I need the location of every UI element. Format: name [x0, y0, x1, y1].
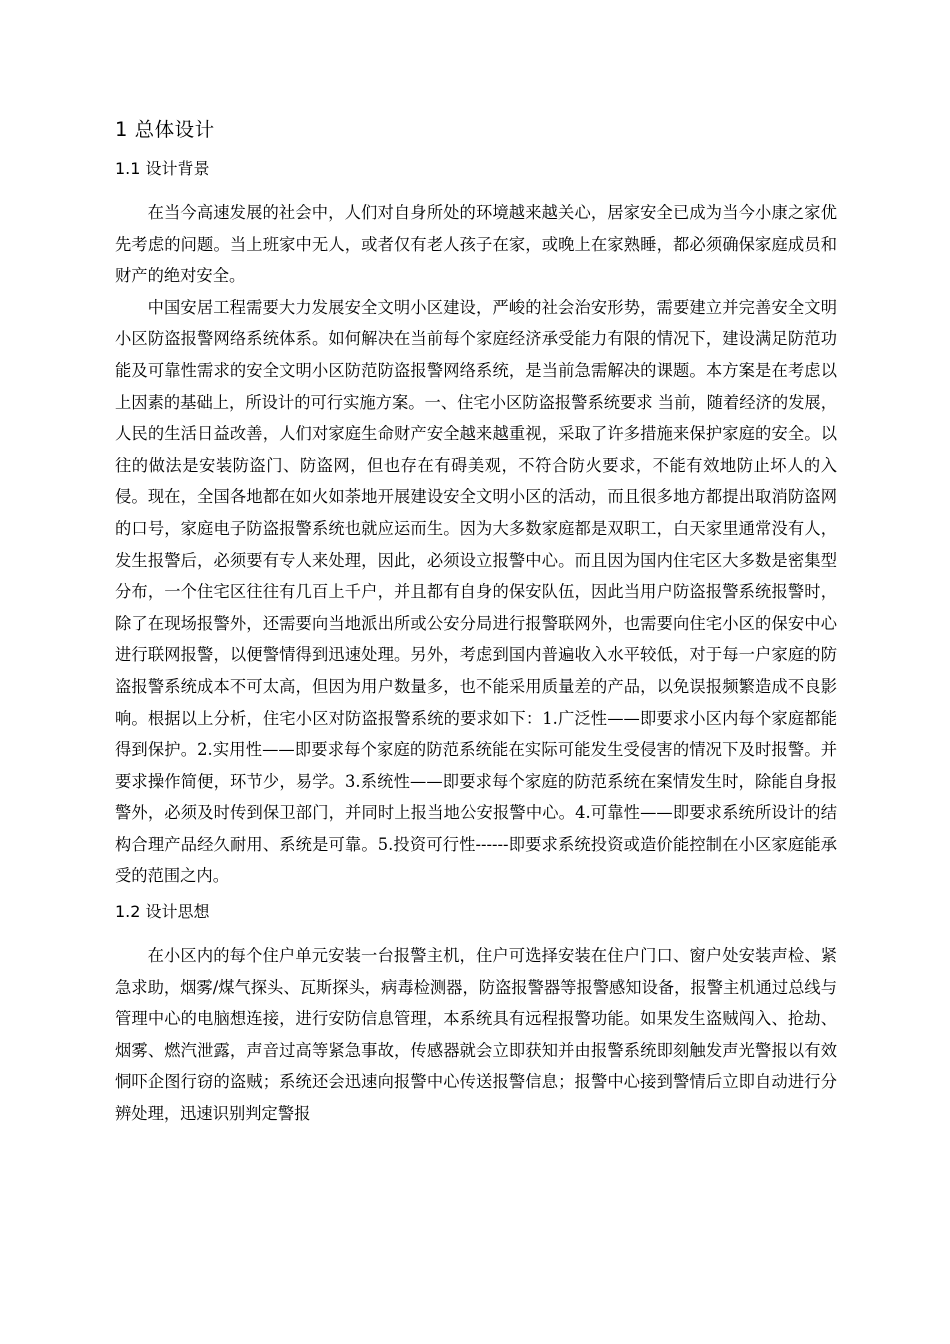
paragraph: 在小区内的每个住户单元安装一台报警主机，住户可选择安装在住户门口、窗户处安装声检、紧急求助，烟雾/煤气探头、瓦斯探头，病毒检测器，防盗报警器等报警感知设备，报警主机通过总线与管理中心的电脑想连接，进行安防信息管理，本系统具有远程报警功能。如果发生盗贼闯入、抢劫、烟雾、燃汽泄露，声音过高等紧急事故，传感器就会立即获知并由报警系统即刻触发声光警报以有效恫吓企图行窃的盗贼；系统还会迅速向报警中心传送报警信息；报警中心接到警情后立即自动进行分辨处理，迅速识别判定警报 — [115, 946, 837, 1124]
section-heading-design-background: 1.1 设计背景 — [115, 159, 210, 178]
document-body — [115, 114, 837, 1130]
paragraph: 在当今高速发展的社会中，人们对自身所处的环境越来越关心，居家安全已成为当今小康之家优先考虑的问题。当上班家中无人，或者仅有老人孩子在家，或晚上在家熟睡，都必须确保家庭成员和财产的绝对安全。 — [115, 203, 837, 286]
chapter-title: 1 总体设计 — [115, 118, 215, 141]
paragraph: 中国安居工程需要大力发展安全文明小区建设，严峻的社会治安形势，需要建立并完善安全文明小区防盗报警网络系统体系。如何解决在当前每个家庭经济承受能力有限的情况下，建设满足防范功能及可靠性需求的安全文明小区防范防盗报警网络系统，是当前急需解决的课题。本方案是在考虑以上因素的基础上，所设计的可行实施方案。一、住宅小区防盗报警系统要求 当前，随着经济的发展，人民的生活日益改善，人们对家庭生命财产安全越来越重视，采取了许多措施来保护家庭的安全。以往的做法是安装防盗门、防盗网，但也存在有碍美观，不符合防火要求，不能有效地防止坏人的入侵。现在，全国各地都在如火如荼地开展建设安全文明小区的活动，而且很多地方都提出取消防盗网的口号，家庭电子防盗报警系统也就应运而生。因为大多数家庭都是双职工，白天家里通常没有人，发生报警后，必须要有专人来处理，因此，必须设立报警中心。而且因为国内住宅区大多数是密集型分布，一个住宅区往往有几百上千户，并且都有自身的保安队伍，因此当用户防盗报警系统报警时，除了在现场报警外，还需要向当地派出所或公安分局进行报警联网外，也需要向住宅小区的保安中心进行联网报警，以便警情得到迅速处理。另外，考虑到国内普遍收入水平较低，对于每一户家庭的防盗报警系统成本不可太高，但因为用户数量多，也不能采用质量差的产品，以免误报频繁造成不良影响。根据以上分析，住宅小区对防盗报警系统的要求如下：1.广泛性——即要求小区内每个家庭都能得到保护。2.实用性——即要求每个家庭的防范系统能在实际可能发生受侵害的情况下及时报警。并要求操作简便，环节少，易学。3.系统性——即要求每个家庭的防范系统在案情发生时，除能自身报警外，必须及时传到保卫部门，并同时上报当地公安报警中心。4.可靠性——即要求系统所设计的结构合理产品经久耐用、系统是可靠。5.投资可行性------即要求系统投资或造价能控制在小区家庭能承受的范围之内。 — [115, 297, 837, 886]
section-heading-design-idea: 1.2 设计思想 — [115, 902, 210, 922]
